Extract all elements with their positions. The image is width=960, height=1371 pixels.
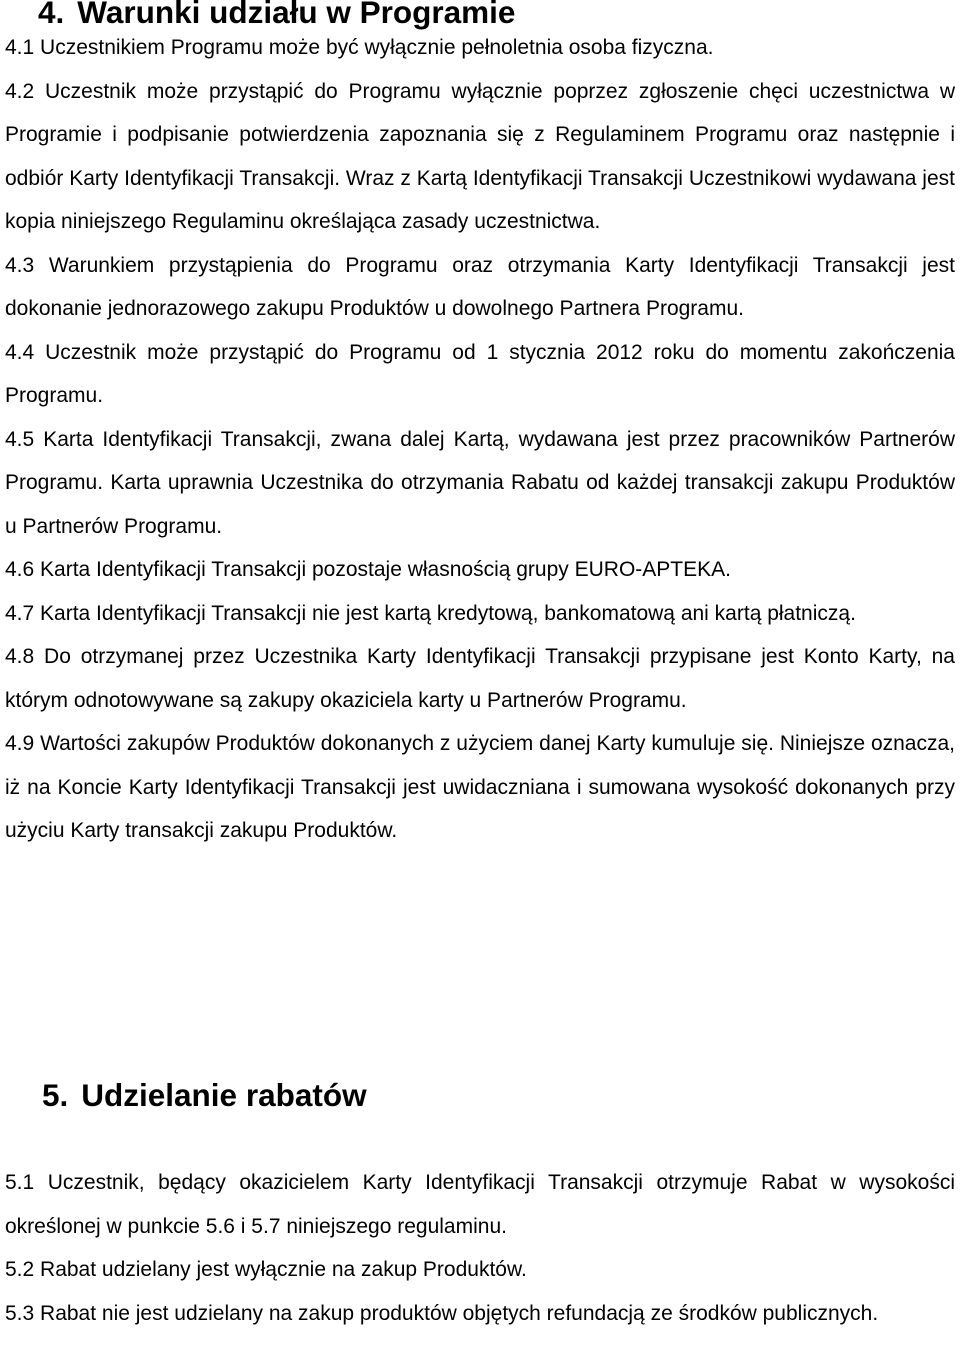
section-5-number: 5. [42, 1077, 69, 1113]
paragraph-5-2: 5.2 Rabat udzielany jest wyłącznie na zakup Produktów. [5, 1258, 527, 1281]
section-4-title: Warunki udziału w Programie [77, 0, 516, 30]
paragraph-4-6: 4.6 Karta Identyfikacji Transakcji pozostaje własnością grupy EURO-APTEKA. [5, 558, 731, 581]
section-5-heading [42, 1077, 367, 1113]
paragraph-4-8: 4.8 Do otrzymanej przez Uczestnika Karty Identyfikacji Transakcji przypisane jest Konto Karty, na którym odnotowywane są zakupy okaziciela karty u Partnerów Programu. [5, 645, 955, 712]
paragraph-4-3: 4.3 Warunkiem przystąpienia do Programu oraz otrzymania Karty Identyfikacji Transakcji jest dokonanie jednorazowego zakupu Produktów u dowolnego Partnera Programu. [5, 253, 955, 320]
paragraph-4-1: 4.1 Uczestnikiem Programu może być wyłącznie pełnoletnia osoba fizyczna. [5, 36, 714, 59]
paragraph-4-9: 4.9 Wartości zakupów Produktów dokonanych z użyciem danej Karty kumuluje się. Niniejsze oznacza, iż na Koncie Karty Identyfikacji Transakcji jest uwidaczniana i sumowana wysokość dokonanych przy użyciu Karty transakcji zakupu Produktów. [5, 732, 955, 842]
section-4-heading [38, 0, 516, 30]
paragraph-4-2: 4.2 Uczestnik może przystąpić do Programu wyłącznie poprzez zgłoszenie chęci uczestnictwa w Programie i podpisanie potwierdzenia zapoznania się z Regulaminem Programu oraz następnie i odbiór Karty Identyfikacji Transakcji. Wraz z Kartą Identyfikacji Transakcji Uczestnikowi wydawana jest kopia niniejszego Regulaminu określająca zasady uczestnictwa. [5, 79, 955, 233]
paragraph-4-7: 4.7 Karta Identyfikacji Transakcji nie jest kartą kredytową, bankomatową ani kartą płatniczą. [5, 601, 856, 625]
paragraph-4-5: 4.5 Karta Identyfikacji Transakcji, zwana dalej Kartą, wydawana jest przez pracowników Partnerów Programu. Karta uprawnia Uczestnika do otrzymania Rabatu od każdej transakcji zakupu Produktów u Partnerów Programu. [5, 427, 955, 538]
paragraph-4-4: 4.4 Uczestnik może przystąpić do Programu od 1 stycznia 2012 roku do momentu zakończenia Programu. [5, 340, 955, 407]
section-4-number: 4. [38, 0, 65, 30]
section-5-title: Udzielanie rabatów [81, 1077, 367, 1113]
paragraph-5-1: 5.1 Uczestnik, będący okazicielem Karty Identyfikacji Transakcji otrzymuje Rabat w wysokości określonej w punkcie 5.6 i 5.7 niniejszego regulaminu. [5, 1171, 955, 1238]
section-5-body [5, 1161, 955, 1335]
paragraph-5-3: 5.3 Rabat nie jest udzielany na zakup produktów objętych refundacją ze środków publicznych. [5, 1301, 879, 1325]
section-4-body [5, 26, 955, 853]
